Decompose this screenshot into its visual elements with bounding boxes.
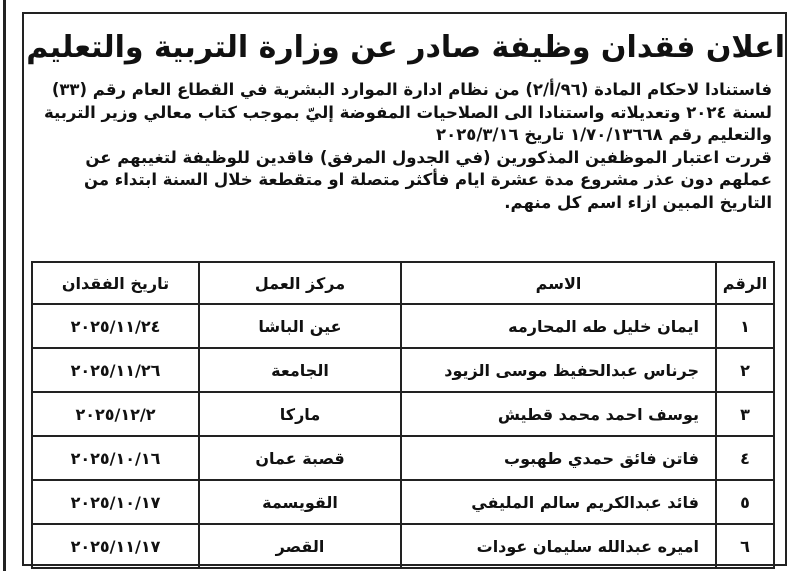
- row-name: فائد عبدالكريم سالم المليفي: [401, 480, 716, 524]
- row-workplace: القصر: [199, 524, 401, 568]
- row-name: فاتن فائق حمدي طهبوب: [401, 436, 716, 480]
- row-workplace: القويسمة: [199, 480, 401, 524]
- table-row: [32, 524, 774, 568]
- row-workplace: الجامعة: [199, 348, 401, 392]
- header-workplace: مركز العمل: [199, 262, 401, 304]
- table-row: [32, 392, 774, 436]
- row-number: ٦: [716, 524, 774, 568]
- row-loss-date: ٢٠٢٥/١٢/٢: [32, 392, 199, 436]
- row-name: يوسف احمد محمد قطيش: [401, 392, 716, 436]
- table-row: [32, 304, 774, 348]
- row-loss-date: ٢٠٢٥/١١/١٧: [32, 524, 199, 568]
- table-row: [32, 348, 774, 392]
- employees-table: [31, 261, 775, 569]
- table-header-row: [32, 262, 774, 304]
- notice-body: [30, 79, 772, 214]
- table-row: [32, 436, 774, 480]
- row-number: ١: [716, 304, 774, 348]
- header-number: الرقم: [716, 262, 774, 304]
- row-workplace: ماركا: [199, 392, 401, 436]
- row-name: ايمان خليل طه المحارمه: [401, 304, 716, 348]
- row-number: ٥: [716, 480, 774, 524]
- row-loss-date: ٢٠٢٥/١٠/١٦: [32, 436, 199, 480]
- row-loss-date: ٢٠٢٥/١١/٢٤: [32, 304, 199, 348]
- row-workplace: عين الباشا: [199, 304, 401, 348]
- notice-paragraph-decision: قررت اعتبار الموظفين المذكورين (في الجدول المرفق) فاقدين للوظيفة لتغيبهم عن عملهم دون عذر مشروع مدة عشرة ايام فأكثر متصلة او متقطعة خلال السنة ابتداء من التاريخ المبين ازاء اسم كل منهم.: [84, 147, 772, 212]
- header-loss-date: تاريخ الفقدان: [32, 262, 199, 304]
- notice-title: اعلان فقدان وظيفة صادر عن وزارة التربية والتعليم: [26, 30, 785, 65]
- row-loss-date: ٢٠٢٥/١١/٢٦: [32, 348, 199, 392]
- row-name: جرناس عبدالحفيظ موسى الزيود: [401, 348, 716, 392]
- left-edge-rule: [3, 0, 6, 571]
- table-row: [32, 480, 774, 524]
- notice-paragraph-legal-basis: فاستنادا لاحكام المادة (٩٦/أ/٢) من نظام ادارة الموارد البشرية في القطاع العام رقم (٣٣) لسنة ٢٠٢٤ وتعديلاته واستنادا الى الصلاحيات المفوضة إليّ بموجب كتاب معالي وزير التربية والتعليم رقم ١/٧٠/١٣٦٦٨ تاريخ ٢٠٢٥/٣/١٦: [43, 80, 772, 144]
- header-name: الاسم: [401, 262, 716, 304]
- row-number: ٣: [716, 392, 774, 436]
- row-number: ٢: [716, 348, 774, 392]
- row-workplace: قصبة عمان: [199, 436, 401, 480]
- row-loss-date: ٢٠٢٥/١٠/١٧: [32, 480, 199, 524]
- row-number: ٤: [716, 436, 774, 480]
- row-name: اميره عبدالله سليمان عودات: [401, 524, 716, 568]
